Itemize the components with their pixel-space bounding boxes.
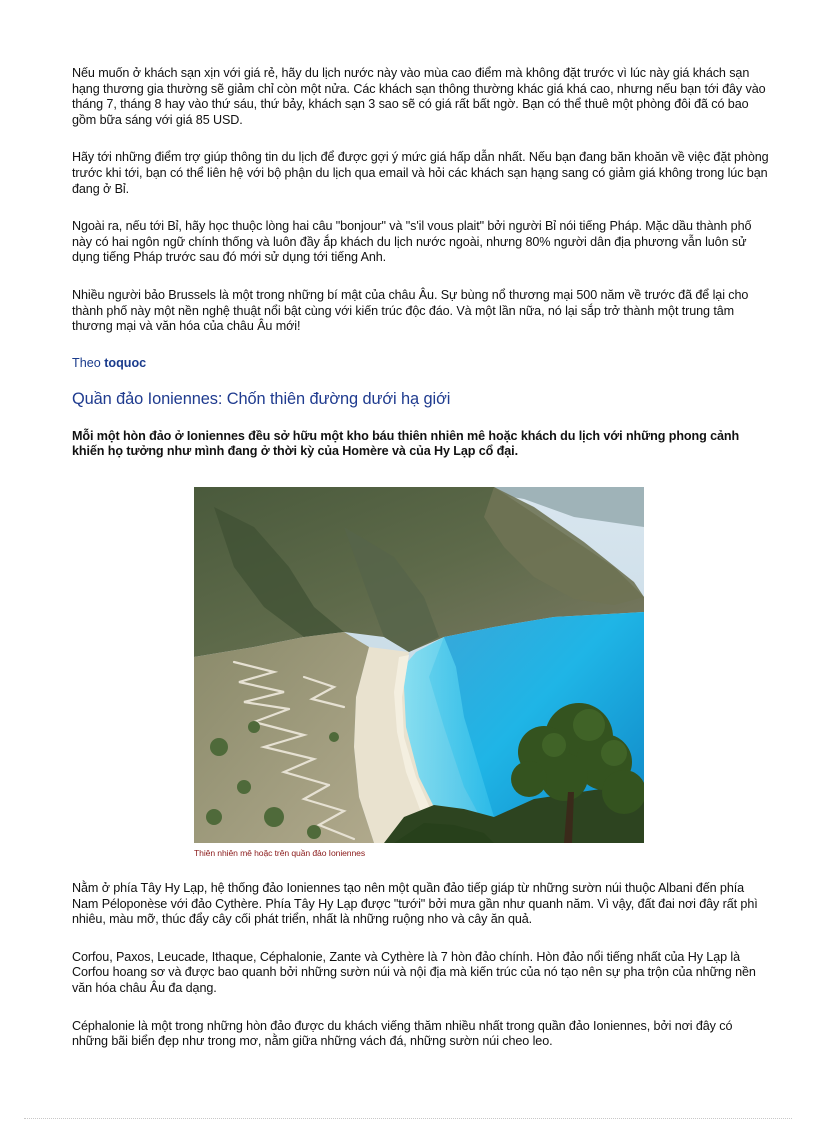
intro-paragraph-2: Hãy tới những điểm trợ giúp thông tin du lịch để được gợi ý mức giá hấp dẫn nhất. Nếu bạn đang băn khoăn về việc đặt phòng trước khi tới, bạn có thể liên hệ với bộ phận du lịch qua email và hỏi các khách sạn hạng sang có giảm giá không trong lúc bạn đang ở Bỉ. [72, 150, 769, 196]
beach-photo [194, 487, 644, 843]
article-body [72, 881, 770, 1050]
page-bottom-divider [24, 1118, 792, 1119]
intro-paragraph-3: Ngoài ra, nếu tới Bỉ, hãy học thuộc lòng hai câu "bonjour" và "s'il vous plait" bởi người Bỉ nói tiếng Pháp. Mặc dầu thành phố này có hai ngôn ngữ chính thống và luôn đầy ắp khách du lịch nước ngoài, nhưng 80% người dân địa phương vẫn luôn sử dụng tiếng Pháp trước sau đó mới sử dụng tới tiếng Anh. [72, 219, 752, 265]
source-prefix: Theo [72, 355, 101, 370]
page-content [72, 66, 770, 460]
article-paragraph-3: Céphalonie là một trong những hòn đảo được du khách viếng thăm nhiều nhất trong quần đảo Ioniennes, bởi nơi đây có những bãi biển đẹp như trong mơ, nằm giữa những vách đá, những sườn núi cheo leo. [72, 1018, 733, 1049]
source-name[interactable]: toquoc [104, 355, 147, 370]
article-paragraph-2: Corfou, Paxos, Leucade, Ithaque, Céphalonie, Zante và Cythère là 7 hòn đảo chính. Hòn đảo nổi tiếng nhất của Hy Lạp là Corfou hoang sơ và được bao quanh bởi những sườn núi và nội địa mà kiến trúc của nó tạo nên sự pha trộn của những nền văn hóa châu Âu đa dạng. [72, 949, 756, 995]
article-lead: Mỗi một hòn đảo ở Ioniennes đều sở hữu một kho báu thiên nhiên mê hoặc khách du lịch với những phong cảnh khiến họ tưởng như mình đang ở thời kỳ của Homère và của Hy Lạp cổ đại. [72, 428, 740, 459]
source-credit [72, 356, 770, 370]
article-paragraph-1: Nằm ở phía Tây Hy Lạp, hệ thống đảo Ioniennes tạo nên một quần đảo tiếp giáp từ những sườn núi thuộc Albani đến phía Nam Péloponèse với đảo Cythère. Phía Tây Hy Lạp được "tưới" bởi mưa gần như quanh năm. Vì vậy, đất đai nơi đây rất phì nhiêu, màu mỡ, thúc đẩy cây cối phát triển, nhất là những ruộng nho và cây ăn quả. [72, 881, 758, 927]
intro-paragraph-4: Nhiều người bảo Brussels là một trong những bí mật của châu Âu. Sự bùng nổ thương mại 500 năm về trước đã để lại cho thành phố này một nền nghệ thuật nổi bật cùng với kiến trúc độc đáo. Và một lần nữa, nó lại sắp trở thành một trung tâm thương mại và văn hóa của châu Âu mới! [72, 287, 749, 334]
intro-paragraph-1: Nếu muốn ở khách sạn xịn với giá rẻ, hãy du lịch nước này vào mùa cao điểm mà không đặt trước vì lúc này giá khách sạn hạng thương gia thường sẽ giảm chỉ còn một nửa. Các khách sạn thông thường khác giá khá cao, nhưng nếu bạn tới đây vào tháng 7, tháng 8 hay vào thứ sáu, thứ bảy, khách sạn 3 sao sẽ có giá rất bất ngờ. Bạn có thể thuê một phòng đôi đã có bao gồm bữa sáng với giá 85 USD. [72, 66, 766, 127]
article-title: Quần đảo Ioniennes: Chốn thiên đường dưới hạ giới [72, 389, 451, 408]
image-caption: Thiên nhiên mê hoặc trên quần đảo Ioniennes [194, 848, 366, 858]
